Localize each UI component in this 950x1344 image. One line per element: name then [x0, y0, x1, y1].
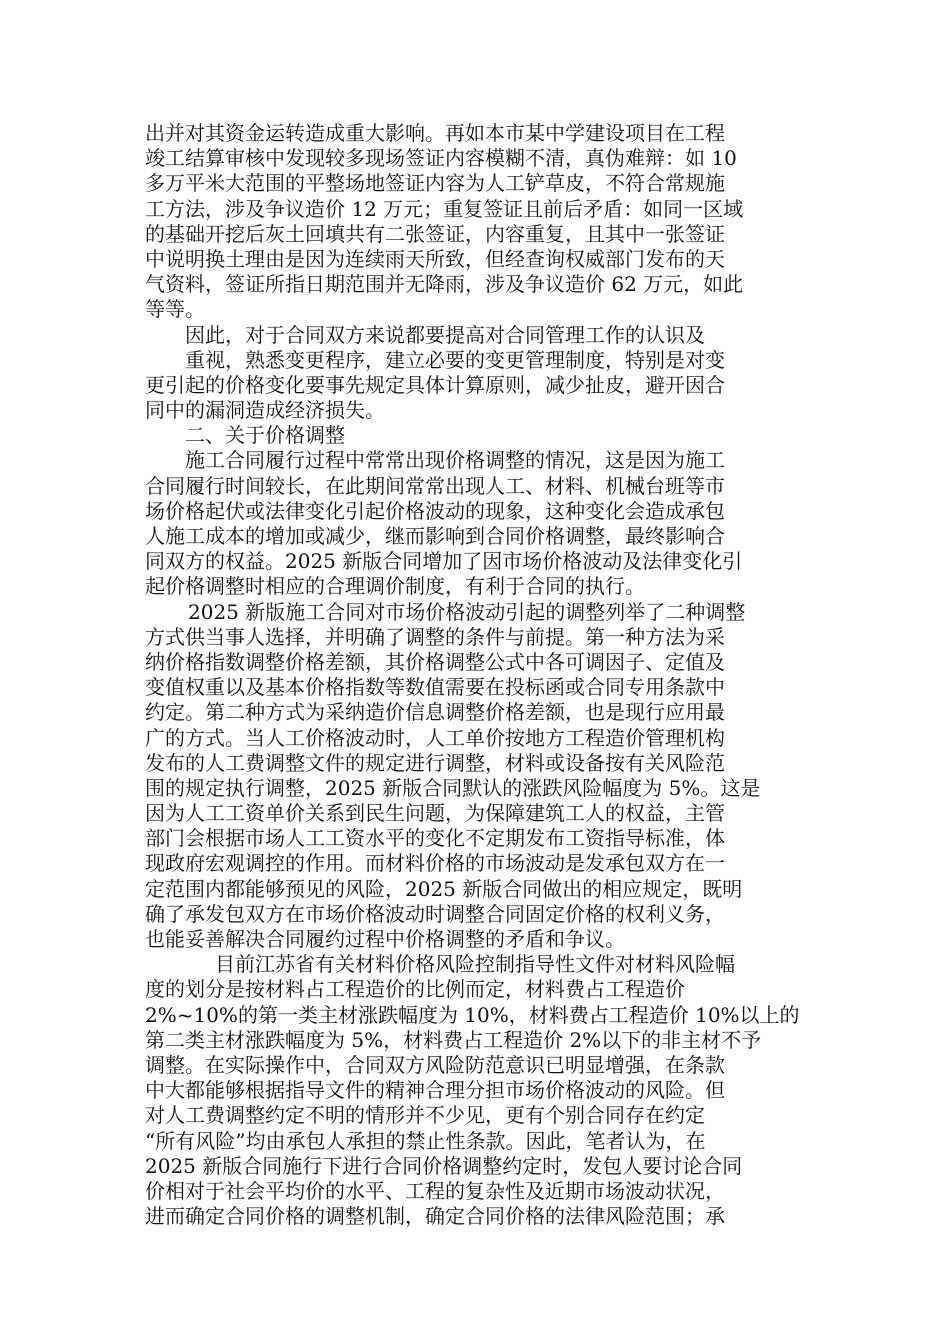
text-line: 竣工结算审核中发现较多现场签证内容模糊不清，真伪难辩：如 10 — [145, 146, 737, 171]
text-line: 部门会根据市场人工工资水平的变化不定期发布工资指导标准，体 — [145, 826, 725, 851]
text-line: 围的规定执行调整，2025 新版合同默认的涨跌风险幅度为 5%。这是 — [145, 775, 761, 800]
paragraph-start-line: 目前江苏省有关材料价格风险控制指导性文件对材料风险幅 — [215, 952, 735, 977]
text-line: 因为人工工资单价关系到民生问题，为保障建筑工人的权益，主管 — [145, 801, 725, 826]
text-line: 2025 新版合同施行下进行合同价格调整约定时，发包人要讨论合同 — [145, 1153, 743, 1178]
text-line: 纳价格指数调整价格差额，其价格调整公式中各可调因子、定值及 — [145, 649, 725, 674]
text-line: 人施工成本的增加或减少，继而影响到合同价格调整，最终影响合 — [145, 524, 725, 548]
text-line: 确了承发包双方在市场价格波动时调整合同固定价格的权利义务， — [145, 901, 725, 926]
text-line: 多万平米大范围的平整场地签证内容为人工铲草皮，不符合常规施 — [145, 171, 725, 196]
text-line: 度的划分是按材料占工程造价的比例而定，材料费占工程造价 — [145, 977, 685, 1002]
text-line: 对人工费调整约定不明的情形并不少见，更有个别合同存在约定 — [145, 1103, 705, 1128]
text-line: 中大都能够根据指导文件的精神合理分担市场价格波动的风险。但 — [145, 1078, 725, 1103]
text-line: 现政府宏观调控的作用。而材料价格的市场波动是发承包双方在一 — [145, 851, 725, 876]
text-line: “所有风险”均由承包人承担的禁止性条款。因此，笔者认为，在 — [145, 1128, 706, 1153]
text-line: 同中的漏洞造成经济损失。 — [145, 398, 385, 423]
text-line: 方式供当事人选择，并明确了调整的条件与前提。第一种方法为采 — [145, 624, 725, 649]
text-line: 广的方式。当人工价格波动时，人工单价按地方工程造价管理机构 — [145, 725, 725, 750]
text-line: 起价格调整时相应的合理调价制度，有利于合同的执行。 — [145, 574, 645, 599]
text-line: 第二类主材涨跌幅度为 5%，材料费占工程造价 2%以下的非主材不予 — [145, 1027, 762, 1052]
text-line: 价相对于社会平均价的水平、工程的复杂性及近期市场波动状况， — [145, 1178, 725, 1203]
text-line: 等等。 — [145, 297, 205, 322]
text-line: 也能妥善解决合同履约过程中价格调整的矛盾和争议。 — [145, 927, 625, 951]
text-line: 约定。第二种方式为采纳造价信息调整价格差额，也是现行应用最 — [145, 700, 725, 725]
text-line: 调整。在实际操作中，合同双方风险防范意识已明显增强，在条款 — [145, 1052, 725, 1077]
paragraph-start-line: 因此，对于合同双方来说都要提高对合同管理工作的认识及 — [185, 322, 705, 347]
text-line: 2%~10%的第一类主材涨跌幅度为 10%，材料费占工程造价 10%以上的 — [145, 1002, 800, 1027]
paragraph-start-line: 施工合同履行过程中常常出现价格调整的情况，这是因为施工 — [185, 448, 725, 473]
text-line: 的基础开挖后灰土回填共有二张签证，内容重复，且其中一张签证 — [145, 221, 725, 246]
text-line: 出并对其资金运转造成重大影响。再如本市某中学建设项目在工程 — [145, 121, 725, 145]
section-heading: 二、关于价格调整 — [185, 423, 345, 448]
text-line: 中说明换土理由是因为连续雨天所致，但经查询权威部门发布的天 — [145, 246, 725, 271]
paragraph-start-line: 2025 新版施工合同对市场价格波动引起的调整列举了二种调整 — [188, 599, 746, 624]
text-line: 工方法，涉及争议造价 12 万元；重复签证且前后矛盾：如同一区域 — [145, 196, 744, 221]
text-line: 发布的人工费调整文件的规定进行调整，材料或设备按有关风险范 — [145, 750, 725, 775]
text-line: 场价格起伏或法律变化引起价格波动的现象，这种变化会造成承包 — [145, 498, 725, 523]
text-line: 定范围内都能够预见的风险，2025 新版合同做出的相应规定，既明 — [145, 876, 743, 901]
text-line: 重视，熟悉变更程序，建立必要的变更管理制度，特别是对变 — [185, 347, 725, 372]
document-body — [145, 121, 805, 1229]
text-line: 合同履行时间较长，在此期间常常出现人工、材料、机械台班等市 — [145, 473, 725, 498]
text-line: 同双方的权益。2025 新版合同增加了因市场价格波动及法律变化引 — [145, 549, 743, 574]
text-line: 气资料，签证所指日期范围并无降雨，涉及争议造价 62 万元，如此 — [145, 272, 744, 297]
text-line: 更引起的价格变化要事先规定具体计算原则，减少扯皮，避开因合 — [145, 372, 725, 397]
text-line: 变值权重以及基本价格指数等数值需要在投标函或合同专用条款中 — [145, 675, 725, 700]
text-line: 进而确定合同价格的调整机制，确定合同价格的法律风险范围；承 — [145, 1204, 725, 1229]
